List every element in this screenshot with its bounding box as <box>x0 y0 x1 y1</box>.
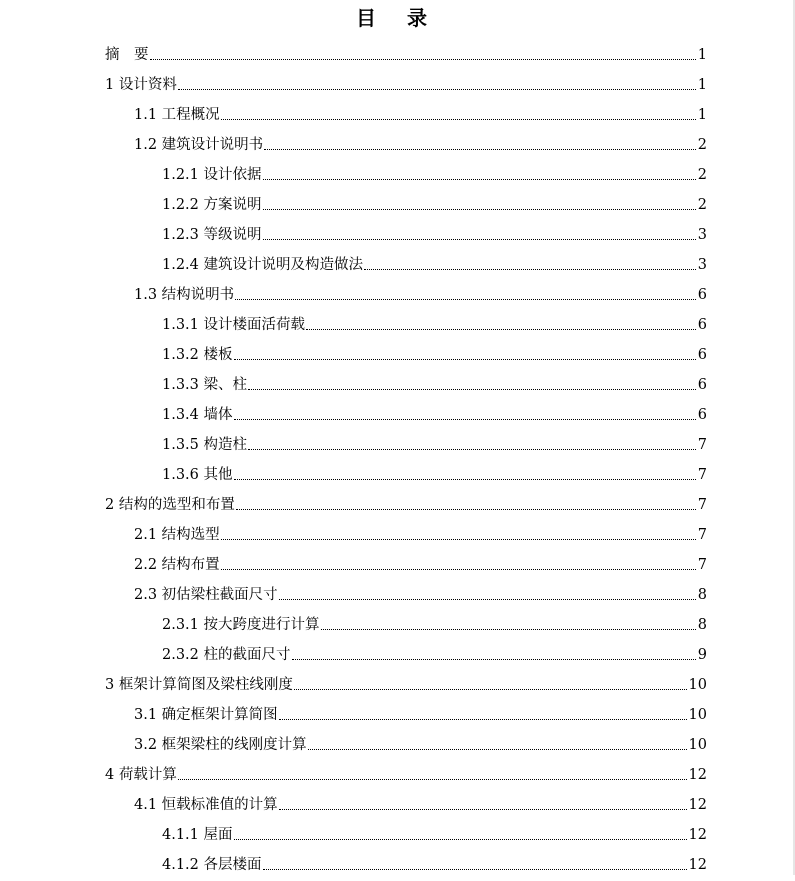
toc-entry-page-number: 1 <box>697 77 707 93</box>
toc-entry[interactable] <box>0 521 707 551</box>
toc-entry-label: 按大跨度进行计算 <box>203 617 320 633</box>
toc-entry-label: 其他 <box>203 467 233 483</box>
toc-dot-leader <box>263 239 696 240</box>
toc-entry-label: 建筑设计说明书 <box>161 137 264 153</box>
toc-entry-label: 框架梁柱的线刚度计算 <box>161 737 307 753</box>
toc-entry-label: 设计资料 <box>118 77 177 93</box>
toc-entry-number: 3.1 <box>134 707 158 723</box>
toc-dot-leader <box>279 719 687 720</box>
toc-entry-label: 墙体 <box>203 407 233 423</box>
toc-entry-number: 2.2 <box>134 557 158 573</box>
toc-entry[interactable] <box>0 161 707 191</box>
toc-entry-page-number: 6 <box>697 317 707 333</box>
toc-entry-page-number: 6 <box>697 407 707 423</box>
toc-entry-page-number: 2 <box>697 167 707 183</box>
toc-entry-label: 框架计算简图及梁柱线刚度 <box>118 677 293 693</box>
toc-entry-page-number: 8 <box>697 617 707 633</box>
toc-entry-number: 1.3.1 <box>162 317 199 333</box>
toc-dot-leader <box>306 329 696 330</box>
toc-dot-leader <box>235 299 696 300</box>
toc-entry[interactable] <box>0 281 707 311</box>
toc-entry-number: 1.3.4 <box>162 407 199 423</box>
toc-entry-page-number: 7 <box>697 467 707 483</box>
toc-entry-number: 2.3.1 <box>162 617 199 633</box>
toc-entry[interactable] <box>0 611 707 641</box>
toc-entry[interactable] <box>0 731 707 761</box>
toc-entry-label: 设计楼面活荷载 <box>203 317 306 333</box>
toc-entry-label: 梁、柱 <box>203 377 248 393</box>
toc-dot-leader <box>221 539 696 540</box>
toc-entry[interactable] <box>0 821 707 851</box>
toc-dot-leader <box>248 389 696 390</box>
toc-entry-number: 3 <box>105 677 115 693</box>
toc-entry-page-number: 12 <box>688 797 707 813</box>
toc-entry[interactable] <box>0 791 707 821</box>
toc-entry-number: 1.3 <box>134 287 158 303</box>
toc-entry-page-number: 7 <box>697 497 707 513</box>
toc-entry[interactable] <box>0 671 707 701</box>
toc-dot-leader <box>263 869 687 870</box>
toc-entry-label: 设计依据 <box>203 167 262 183</box>
toc-entry-page-number: 12 <box>688 857 707 873</box>
toc-dot-leader <box>308 749 687 750</box>
toc-entry[interactable] <box>0 581 707 611</box>
toc-dot-leader <box>178 89 696 90</box>
page-title: 目 录 <box>356 6 439 30</box>
toc-entry-label: 确定框架计算简图 <box>161 707 278 723</box>
toc-entry-page-number: 2 <box>697 197 707 213</box>
toc-entry-number: 4 <box>105 767 115 783</box>
toc-entry[interactable] <box>0 701 707 731</box>
toc-dot-leader <box>294 689 687 690</box>
toc-entry[interactable] <box>0 191 707 221</box>
toc-entry-label: 建筑设计说明及构造做法 <box>203 257 364 273</box>
toc-entry-label: 构造柱 <box>203 437 248 453</box>
toc-entry-number: 1 <box>105 77 115 93</box>
toc-entry-page-number: 7 <box>697 557 707 573</box>
toc-entry-label: 摘 要 <box>105 47 149 63</box>
toc-entry-page-number: 3 <box>697 227 707 243</box>
toc-entry-page-number: 1 <box>697 47 707 63</box>
toc-entry[interactable] <box>0 851 707 881</box>
toc-dot-leader <box>234 359 696 360</box>
toc-entry-number: 1.2 <box>134 137 158 153</box>
toc-entry-number: 2.3.2 <box>162 647 199 663</box>
toc-entry[interactable] <box>0 431 707 461</box>
toc-dot-leader <box>234 419 696 420</box>
toc-entry[interactable] <box>0 761 707 791</box>
toc-entry-number: 1.3.5 <box>162 437 199 453</box>
toc-dot-leader <box>178 779 687 780</box>
toc-entry-label: 楼板 <box>203 347 233 363</box>
toc-entry-label: 结构说明书 <box>161 287 235 303</box>
toc-entry[interactable] <box>0 491 707 521</box>
toc-entry-number: 1.2.1 <box>162 167 199 183</box>
toc-entry-page-number: 6 <box>697 377 707 393</box>
toc-entry-page-number: 3 <box>697 257 707 273</box>
toc-entry-page-number: 10 <box>688 707 707 723</box>
toc-dot-leader <box>263 209 696 210</box>
toc-entry-number: 2.3 <box>134 587 158 603</box>
toc-entry[interactable] <box>0 221 707 251</box>
toc-entry-label: 结构选型 <box>161 527 220 543</box>
toc-entry-number: 4.1.1 <box>162 827 199 843</box>
toc-entry-number: 2.1 <box>134 527 158 543</box>
toc-dot-leader <box>248 449 696 450</box>
table-of-contents <box>0 41 795 881</box>
toc-entry-number: 1.3.3 <box>162 377 199 393</box>
toc-entry-page-number: 12 <box>688 767 707 783</box>
toc-entry-page-number: 7 <box>697 437 707 453</box>
toc-entry[interactable] <box>0 641 707 671</box>
toc-entry-number: 1.3.6 <box>162 467 199 483</box>
toc-entry-page-number: 10 <box>688 737 707 753</box>
toc-entry-number: 4.1 <box>134 797 158 813</box>
toc-entry-label: 等级说明 <box>203 227 262 243</box>
toc-entry-page-number: 1 <box>697 107 707 123</box>
toc-entry-page-number: 2 <box>697 137 707 153</box>
toc-dot-leader <box>264 149 696 150</box>
toc-entry[interactable] <box>0 371 707 401</box>
toc-entry-label: 方案说明 <box>203 197 262 213</box>
toc-dot-leader <box>279 809 687 810</box>
toc-entry-number: 1.2.4 <box>162 257 199 273</box>
toc-entry-number: 2 <box>105 497 115 513</box>
toc-entry-page-number: 10 <box>688 677 707 693</box>
toc-dot-leader <box>234 839 687 840</box>
toc-entry[interactable] <box>0 41 707 71</box>
toc-entry-label: 恒载标准值的计算 <box>161 797 278 813</box>
toc-entry-page-number: 8 <box>697 587 707 603</box>
toc-dot-leader <box>221 119 696 120</box>
toc-dot-leader <box>321 629 696 630</box>
toc-entry-number: 4.1.2 <box>162 857 199 873</box>
toc-entry[interactable] <box>0 101 707 131</box>
toc-entry-label: 工程概况 <box>161 107 220 123</box>
toc-entry-number: 1.3.2 <box>162 347 199 363</box>
toc-entry-number: 1.2.2 <box>162 197 199 213</box>
toc-dot-leader <box>364 269 696 270</box>
toc-entry-label: 初估梁柱截面尺寸 <box>161 587 278 603</box>
toc-entry-page-number: 12 <box>688 827 707 843</box>
toc-entry[interactable] <box>0 251 707 281</box>
toc-entry-page-number: 6 <box>697 347 707 363</box>
toc-entry[interactable] <box>0 71 707 101</box>
toc-entry-label: 结构布置 <box>161 557 220 573</box>
toc-entry[interactable] <box>0 461 707 491</box>
toc-entry-page-number: 7 <box>697 527 707 543</box>
toc-dot-leader <box>292 659 696 660</box>
toc-dot-leader <box>150 59 696 60</box>
toc-entry-number: 3.2 <box>134 737 158 753</box>
toc-entry-label: 屋面 <box>203 827 233 843</box>
toc-entry-label: 荷载计算 <box>118 767 177 783</box>
toc-entry[interactable] <box>0 551 707 581</box>
toc-entry-page-number: 9 <box>697 647 707 663</box>
toc-dot-leader <box>279 599 696 600</box>
toc-entry-number: 1.1 <box>134 107 158 123</box>
toc-dot-leader <box>221 569 696 570</box>
toc-entry[interactable] <box>0 311 707 341</box>
toc-dot-leader <box>236 509 696 510</box>
toc-entry[interactable] <box>0 401 707 431</box>
toc-entry-label: 结构的选型和布置 <box>118 497 235 513</box>
toc-entry[interactable] <box>0 131 707 161</box>
toc-entry-page-number: 6 <box>697 287 707 303</box>
toc-entry-number: 1.2.3 <box>162 227 199 243</box>
toc-dot-leader <box>263 179 696 180</box>
toc-entry-label: 各层楼面 <box>203 857 262 873</box>
toc-entry[interactable] <box>0 341 707 371</box>
toc-entry-label: 柱的截面尺寸 <box>203 647 291 663</box>
toc-dot-leader <box>234 479 696 480</box>
